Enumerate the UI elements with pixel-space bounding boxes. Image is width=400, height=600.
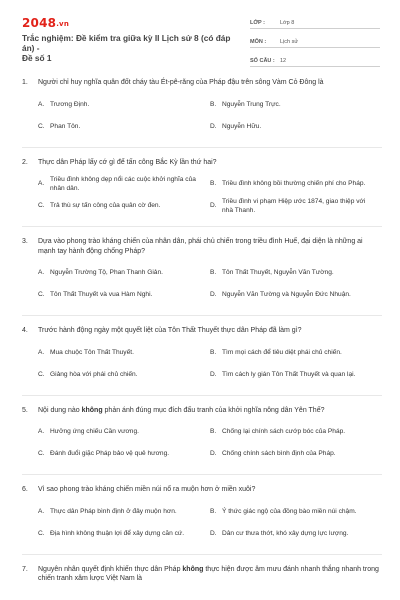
site-logo[interactable] — [22, 16, 69, 30]
answer-option-c[interactable] — [38, 365, 210, 385]
option-text: Đánh đuổi giặc Pháp bảo vệ quê hương. — [50, 450, 170, 458]
option-text: Ý thức giác ngộ của đồng bào miền núi chậm. — [222, 507, 357, 515]
answer-option-d[interactable] — [210, 196, 382, 216]
answer-option-a[interactable] — [38, 174, 210, 194]
answer-option-b[interactable] — [210, 263, 382, 283]
question-stem: Dựa vào phong trào kháng chiến của nhân dân, phái chủ chiến trong triều đình Huế, đại diện là những ai mạnh tay hành động chống Pháp? — [38, 238, 363, 255]
logo-main-text: 2048 — [22, 16, 57, 30]
meta-value: 12 — [280, 58, 287, 64]
option-letter: C. — [38, 122, 45, 130]
document-meta — [250, 14, 380, 71]
option-text: Tôn Thất Thuyết, Nguyễn Văn Tường. — [222, 269, 334, 277]
answer-option-b[interactable] — [210, 174, 382, 194]
question-text — [22, 237, 382, 256]
option-letter: D. — [210, 450, 217, 458]
question-divider — [22, 226, 382, 227]
option-text: Giảng hòa với phái chủ chiến. — [50, 370, 138, 378]
question-7 — [22, 565, 382, 584]
option-letter: A. — [38, 180, 45, 188]
question-text — [22, 485, 382, 495]
meta-row-subject — [250, 33, 380, 48]
option-letter: D. — [210, 291, 217, 299]
question-text — [22, 158, 382, 168]
option-text: Nguyễn Trung Trực. — [222, 100, 281, 108]
answer-option-c[interactable] — [38, 196, 210, 216]
document-title-line-1: Trắc nghiệm: Đề kiểm tra giữa kỳ II Lịch sử 8 (có đáp án) - — [22, 33, 231, 53]
question-1 — [22, 78, 382, 148]
option-text: Địa hình không thuận lợi để xây dựng căn cứ. — [50, 529, 185, 537]
answer-options — [22, 174, 382, 218]
option-letter: C. — [38, 450, 45, 458]
option-letter: C. — [38, 529, 45, 537]
question-divider — [22, 395, 382, 396]
option-letter: D. — [210, 529, 217, 537]
option-letter: A. — [38, 507, 45, 515]
answer-option-d[interactable] — [210, 365, 382, 385]
option-letter: B. — [210, 507, 217, 515]
question-text — [22, 326, 382, 336]
option-letter: C. — [38, 370, 45, 378]
answer-option-c[interactable] — [38, 524, 210, 544]
question-stem-emphasis: không — [182, 565, 204, 573]
question-stem: Vì sao phong trào kháng chiến miền núi nổ ra muộn hơn ở miền xuôi? — [38, 486, 256, 493]
question-stem: Thực dân Pháp lấy cớ gì để tấn công Bắc Kỳ lần thứ hai? — [38, 158, 217, 166]
option-text: Hưởng ứng chiếu Cần vương. — [50, 428, 139, 436]
answer-option-c[interactable] — [38, 444, 210, 464]
question-6 — [22, 485, 382, 555]
answer-options — [22, 263, 382, 307]
question-divider — [22, 554, 382, 555]
answer-option-a[interactable] — [38, 343, 210, 363]
meta-label: LỚP : — [250, 20, 265, 26]
question-number: 7. — [22, 565, 28, 573]
question-divider — [22, 315, 382, 316]
document-header — [0, 0, 400, 64]
option-text: Nguyễn Văn Tường và Nguyễn Đức Nhuận. — [222, 291, 351, 299]
answer-option-d[interactable] — [210, 524, 382, 544]
option-letter: B. — [210, 348, 217, 356]
option-text: Triều đình vi phạm Hiệp ước 1874, giao thiệp với nhà Thanh. — [222, 197, 366, 214]
question-number: 4. — [22, 327, 28, 334]
option-letter: B. — [210, 180, 217, 188]
question-stem: Người chỉ huy nghĩa quân đốt cháy tàu Ét-pê-răng của Pháp đậu trên sông Vàm Cỏ Đông là — [38, 79, 324, 86]
question-number: 5. — [22, 406, 28, 414]
option-text: Nguyễn Hữu. — [222, 122, 262, 130]
answer-option-b[interactable] — [210, 422, 382, 442]
meta-label: MÔN : — [250, 39, 267, 45]
option-text: Triều đình không dẹp nổi các cuộc khởi nghĩa của nhân dân. — [50, 175, 196, 192]
question-4 — [22, 326, 382, 396]
option-letter: A. — [38, 269, 45, 277]
answer-options — [22, 343, 382, 387]
option-letter: B. — [210, 269, 217, 277]
question-list — [0, 78, 400, 584]
option-letter: B. — [210, 100, 217, 108]
answer-option-d[interactable] — [210, 444, 382, 464]
option-text: Trương Định. — [50, 100, 90, 108]
question-number: 6. — [22, 486, 28, 493]
option-letter: A. — [38, 428, 45, 436]
question-2 — [22, 158, 382, 228]
option-letter: D. — [210, 202, 217, 210]
question-number: 2. — [22, 158, 28, 166]
option-letter: C. — [38, 202, 45, 210]
document-title-line-2: Đề số 1 — [22, 53, 52, 63]
answer-option-c[interactable] — [38, 117, 210, 137]
answer-option-d[interactable] — [210, 285, 382, 305]
option-letter: C. — [38, 291, 45, 299]
answer-option-a[interactable] — [38, 502, 210, 522]
question-5 — [22, 406, 382, 476]
option-text: Mua chuộc Tôn Thất Thuyết. — [50, 348, 134, 356]
question-stem: Trước hành động ngày một quyết liệt của Tôn Thất Thuyết thực dân Pháp đã làm gì? — [38, 327, 302, 334]
option-text: Phan Tôn. — [50, 122, 81, 130]
option-text: Chống chính sách bình định của Pháp. — [222, 450, 336, 458]
question-text — [22, 406, 382, 416]
option-text: Chống lại chính sách cướp bóc của Pháp. — [222, 428, 346, 436]
option-text: Dân cư thưa thớt, khó xây dựng lực lượng. — [222, 529, 349, 537]
meta-row-question-count — [250, 52, 380, 67]
answer-option-d[interactable] — [210, 117, 382, 137]
meta-label: SỐ CÂU : — [250, 58, 275, 64]
option-text: Tìm cách ly gián Tôn Thất Thuyết và quan lại. — [222, 370, 356, 378]
question-3 — [22, 237, 382, 316]
answer-options — [22, 502, 382, 546]
option-letter: D. — [210, 370, 217, 378]
question-text — [22, 565, 382, 584]
question-stem-end: thực hiện được âm mưu đánh nhanh thắng nhanh trong chiến tranh xâm lược Việt Nam là — [38, 565, 379, 582]
option-text: Trả thù sự tấn công của quân cờ đen. — [50, 202, 161, 210]
option-text: Thực dân Pháp bình định ở đây muộn hơn. — [50, 507, 177, 515]
question-number: 1. — [22, 79, 28, 86]
question-text — [22, 78, 382, 88]
question-stem-end: phản ánh đúng mục đích đấu tranh của khởi nghĩa nông dân Yên Thế? — [102, 406, 325, 414]
answer-options — [22, 422, 382, 466]
answer-option-b[interactable] — [210, 95, 382, 115]
option-letter: D. — [210, 122, 217, 130]
question-stem-start: Nguyên nhân quyết định khiến thực dân Pháp — [38, 565, 183, 573]
answer-option-a[interactable] — [38, 95, 210, 115]
option-letter: B. — [210, 428, 217, 436]
logo-suffix-text: .vn — [56, 20, 70, 28]
document-title — [22, 33, 242, 63]
meta-row-class — [250, 14, 380, 29]
question-stem-start: Nội dung nào — [38, 406, 82, 414]
answer-option-a[interactable] — [38, 422, 210, 442]
option-text: Tôn Thất Thuyết và vua Hàm Nghi. — [50, 291, 153, 299]
meta-value: Lớp 8 — [280, 20, 295, 26]
answer-option-b[interactable] — [210, 343, 382, 363]
option-letter: A. — [38, 348, 45, 356]
option-letter: A. — [38, 100, 45, 108]
answer-option-b[interactable] — [210, 502, 382, 522]
answer-option-a[interactable] — [38, 263, 210, 283]
question-number: 3. — [22, 238, 28, 245]
option-text: Triều đình không bồi thường chiến phí cho Pháp. — [222, 180, 366, 188]
question-stem-emphasis: không — [81, 406, 103, 414]
question-divider — [22, 147, 382, 148]
option-text: Tìm mọi cách để tiêu diệt phái chủ chiến. — [222, 348, 342, 356]
answer-options — [22, 95, 382, 139]
question-divider — [22, 474, 382, 475]
answer-option-c[interactable] — [38, 285, 210, 305]
meta-value: Lịch sử — [280, 39, 299, 45]
option-text: Nguyễn Trường Tộ, Phan Thanh Giản. — [50, 269, 163, 277]
